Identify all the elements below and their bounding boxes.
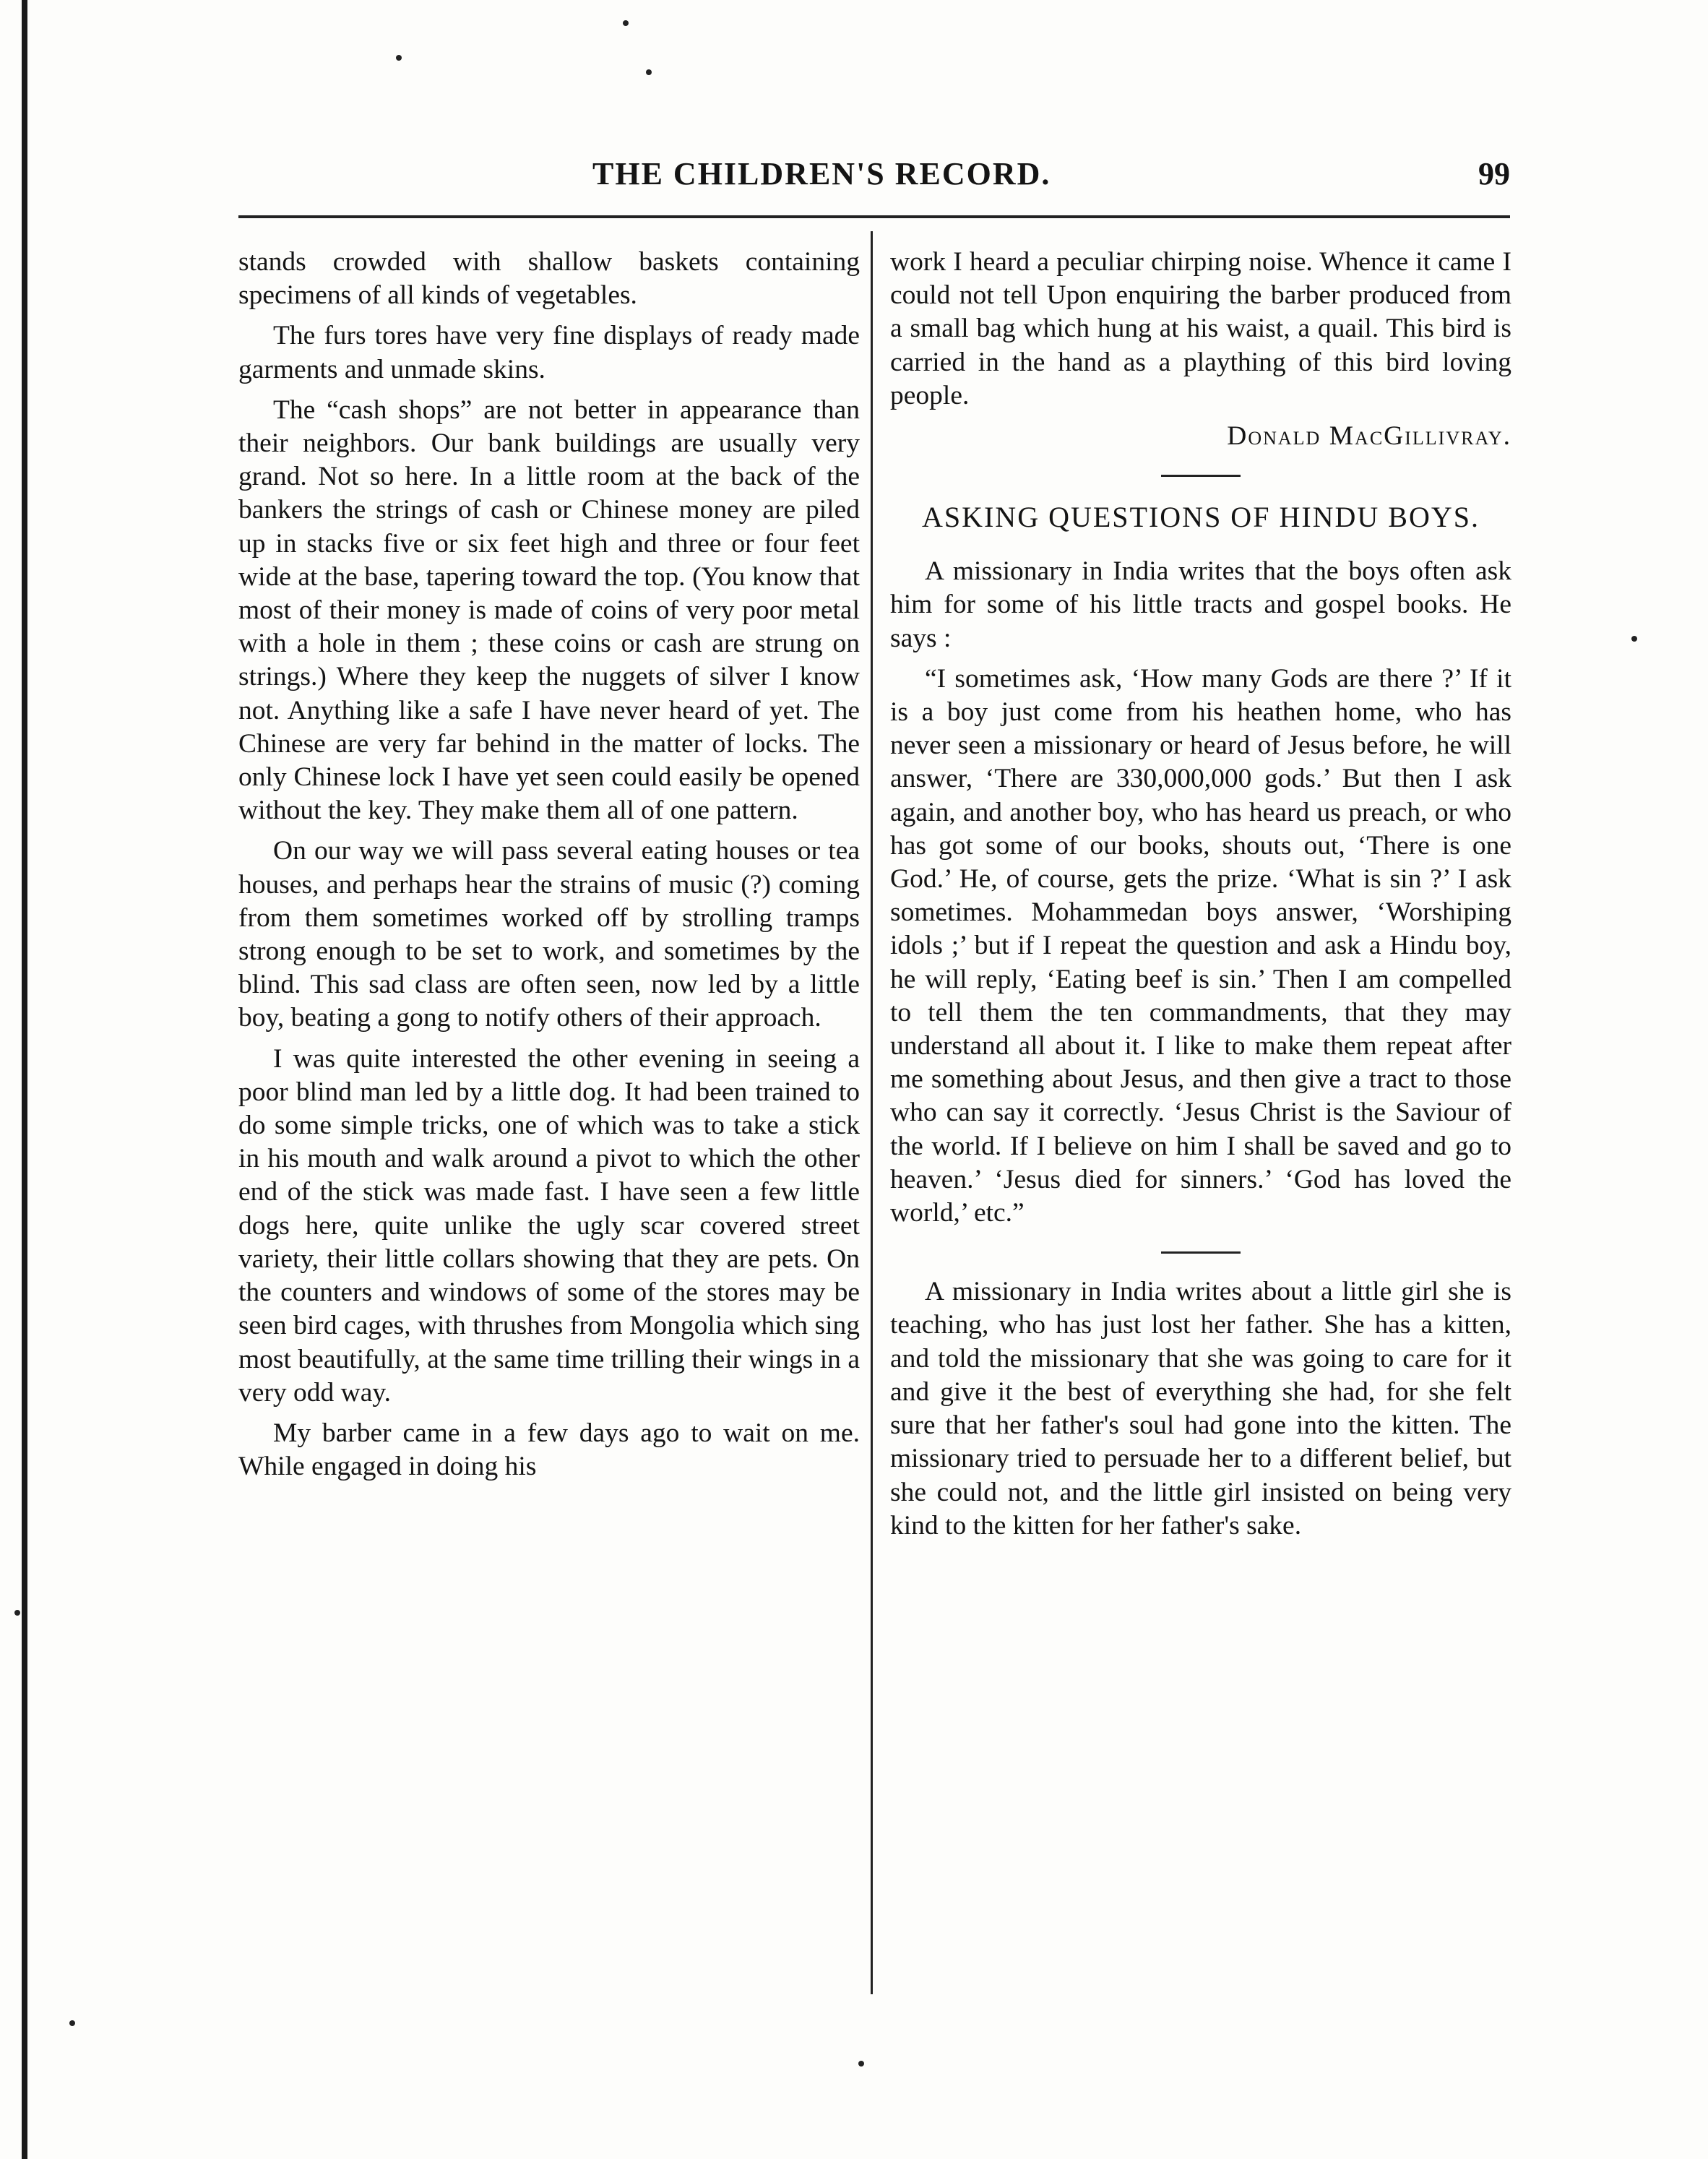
section-separator xyxy=(1161,1251,1241,1254)
print-speck xyxy=(623,20,629,26)
page-number: 99 xyxy=(1478,156,1510,191)
paragraph: stands crowded with shallow baskets containing specimens of all kinds of vegetables. xyxy=(238,247,860,311)
paragraph: A missionary in India writes about a little girl she is teaching, who has just lost her father. She has a kitten, and told the missionary that she was going to care for it and give it the best of everything she had, for she felt sure that her father's soul had gone into the kitten. The missionary tried to persuade her to a different belief, but she could not, and the little girl insisted on being very kind to the kitten for her father's sake. xyxy=(890,1277,1511,1540)
article-heading: ASKING QUESTIONS OF HINDU BOYS. xyxy=(921,501,1480,534)
right-column xyxy=(890,246,1511,1550)
print-speck xyxy=(1631,636,1637,642)
publication-title: THE CHILDREN'S RECORD. xyxy=(592,156,1051,191)
paragraph: The “cash shops” are not better in appearance than their neighbors. Our bank buildings are usually very grand. Not so here. In a little room at the back of the bankers the strings of cash or Chinese money are piled up in stacks five or six feet high and three or four feet wide at the base, tapering toward the top. (You know that most of their money is made of coins of very poor metal with a hole in them ; these coins or cash are strung on strings.) Where they keep the nuggets of silver I know not. Anything like a safe I have never heard of yet. The Chinese are very far behind in the matter of locks. The only Chinese lock I have yet seen could easily be opened without the key. They make them all of one pattern. xyxy=(238,395,860,826)
paragraph: The furs tores have very fine displays of ready made garments and unmade skins. xyxy=(238,321,860,384)
print-speck xyxy=(14,1610,20,1616)
paragraph: I was quite interested the other evening in seeing a poor blind man led by a little dog. It had been trained to do some simple tricks, one of which was to take a stick in his mouth and walk around a pivot to which the other end of the stick was made fast. I have seen a few little dogs here, quite unlike the ugly scar covered street variety, their little collars showing that they are pets. On the counters and windows of some of the stores may be seen bird cages, with thrushes from Mongolia which sing most beautifully, at the same time trilling their wings in a very odd way. xyxy=(238,1043,860,1408)
paragraph: On our way we will pass several eating houses or tea houses, and perhaps hear the strains of music (?) coming from them sometimes worked off by strolling tramps strong enough to be set to work, and sometimes by the blind. This sad class are often seen, now led by a little boy, beating a gong to notify others of their approach. xyxy=(238,836,860,1033)
print-speck xyxy=(396,55,402,61)
paragraph: A missionary in India writes that the boys often ask him for some of his little tracts and gospel books. He says : xyxy=(890,556,1511,653)
page-header xyxy=(238,155,1510,206)
print-speck xyxy=(858,2061,864,2067)
left-column xyxy=(238,246,860,1491)
print-speck xyxy=(646,69,652,75)
paragraph: “I sometimes ask, ‘How many Gods are there ?’ If it is a boy just come from his heathen home, who has never seen a missionary or heard of Jesus before, he will answer, ‘There are 330,000,000 gods.’ But then I ask again, and another boy, who has heard us preach, or who has got some of our books, shouts out, ‘There is one God.’ He, of course, gets the prize. ‘What is sin ?’ I ask sometimes. Mohammedan boys answer, ‘Worshiping idols ;’ but if I repeat the question and ask a Hindu boy, he will reply, ‘Eating beef is sin.’ Then I am compelled to tell them the ten commandments, that they may understand all about it. I like to make them repeat after me something about Jesus, and then give a tract to those who can say it correctly. ‘Jesus Christ is the Saviour of the world. If I believe on him I shall be saved and go to heaven.’ ‘Jesus died for sinners.’ ‘God has loved the world,’ etc.” xyxy=(890,663,1511,1228)
column-divider xyxy=(871,231,873,1994)
author-signature: Donald MacGillivray. xyxy=(1227,421,1511,452)
section-separator xyxy=(1161,475,1241,477)
header-rule xyxy=(238,215,1510,218)
print-speck xyxy=(69,2020,75,2026)
paragraph: work I heard a peculiar chirping noise. Whence it came I could not tell Upon enquiring the barber produced from a small bag which hung at his waist, a quail. This bird is carried in the hand as a plaything of this bird loving people. xyxy=(890,247,1511,410)
page-binding-line xyxy=(22,0,27,2159)
paragraph: My barber came in a few days ago to wait on me. While engaged in doing his xyxy=(238,1418,860,1482)
